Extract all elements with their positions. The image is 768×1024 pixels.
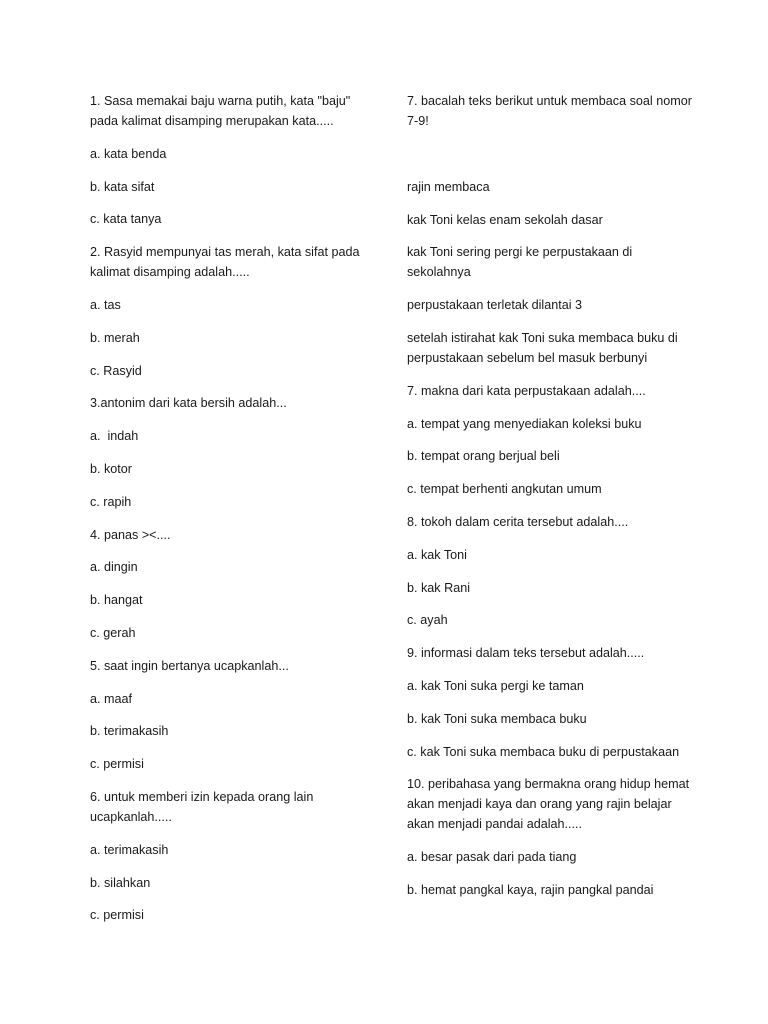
blank-spacer [407, 144, 699, 177]
option-6a: a. terimakasih [90, 842, 169, 857]
question-6: 6. untuk memberi izin kepada orang lain ucapkanlah..... [90, 789, 317, 824]
question-4: 4. panas ><.... [90, 527, 171, 542]
reading-line-4: setelah istirahat kak Toni suka membaca buku di perpustakaan sebelum bel masuk berbunyi [407, 330, 682, 365]
right-column [407, 91, 699, 913]
option-1c: c. kata tanya [90, 212, 162, 227]
left-column [90, 91, 380, 938]
option-9b: b. kak Toni suka membaca buku [407, 711, 587, 726]
question-3: 3.antonim dari kata bersih adalah... [90, 396, 287, 411]
option-1a: a. kata benda [90, 146, 167, 161]
reading-line-3: perpustakaan terletak dilantai 3 [407, 298, 583, 313]
option-7c: c. tempat berhenti angkutan umum [407, 482, 602, 497]
option-2b: b. merah [90, 330, 140, 345]
question-1: 1. Sasa memakai baju warna putih, kata "baju" pada kalimat disamping merupakan kata..... [90, 94, 354, 128]
option-5a: a. maaf [90, 691, 132, 706]
option-3b: b. kotor [90, 461, 132, 476]
option-6b: b. silahkan [90, 875, 151, 890]
option-8b: b. kak Rani [407, 580, 470, 595]
option-10b: b. hemat pangkal kaya, rajin pangkal pandai [407, 882, 654, 897]
reading-title: rajin membaca [407, 179, 490, 194]
reading-line-1: kak Toni kelas enam sekolah dasar [407, 212, 603, 227]
option-4b: b. hangat [90, 593, 143, 608]
question-10: 10. peribahasa yang bermakna orang hidup hemat akan menjadi kaya dan orang yang rajin belajar akan menjadi pandai adalah..... [407, 777, 693, 832]
option-2a: a. tas [90, 297, 121, 312]
option-7b: b. tempat orang berjual beli [407, 449, 560, 464]
option-3c: c. rapih [90, 494, 132, 509]
reading-instruction: 7. bacalah teks berikut untuk membaca soal nomor 7-9! [407, 94, 696, 128]
option-8a: a. kak Toni [407, 547, 467, 562]
option-1b: b. kata sifat [90, 179, 155, 194]
option-9a: a. kak Toni suka pergi ke taman [407, 678, 584, 693]
question-8: 8. tokoh dalam cerita tersebut adalah.... [407, 514, 629, 529]
question-2: 2. Rasyid mempunyai tas merah, kata sifat pada kalimat disamping adalah..... [90, 245, 363, 280]
option-8c: c. ayah [407, 613, 448, 628]
question-7: 7. makna dari kata perpustakaan adalah.... [407, 383, 646, 398]
option-4a: a. dingin [90, 560, 138, 575]
option-7a: a. tempat yang menyediakan koleksi buku [407, 416, 642, 431]
question-9: 9. informasi dalam teks tersebut adalah..... [407, 646, 645, 661]
option-9c: c. kak Toni suka membaca buku di perpustakaan [407, 744, 680, 759]
option-10a: a. besar pasak dari pada tiang [407, 850, 577, 865]
option-6c: c. permisi [90, 908, 144, 923]
question-5: 5. saat ingin bertanya ucapkanlah... [90, 658, 289, 673]
option-5b: b. terimakasih [90, 724, 169, 739]
reading-line-2: kak Toni sering pergi ke perpustakaan di sekolahnya [407, 245, 636, 280]
option-5c: c. permisi [90, 757, 144, 772]
option-3a: a. indah [90, 429, 139, 444]
option-2c: c. Rasyid [90, 363, 142, 378]
option-4c: c. gerah [90, 625, 136, 640]
